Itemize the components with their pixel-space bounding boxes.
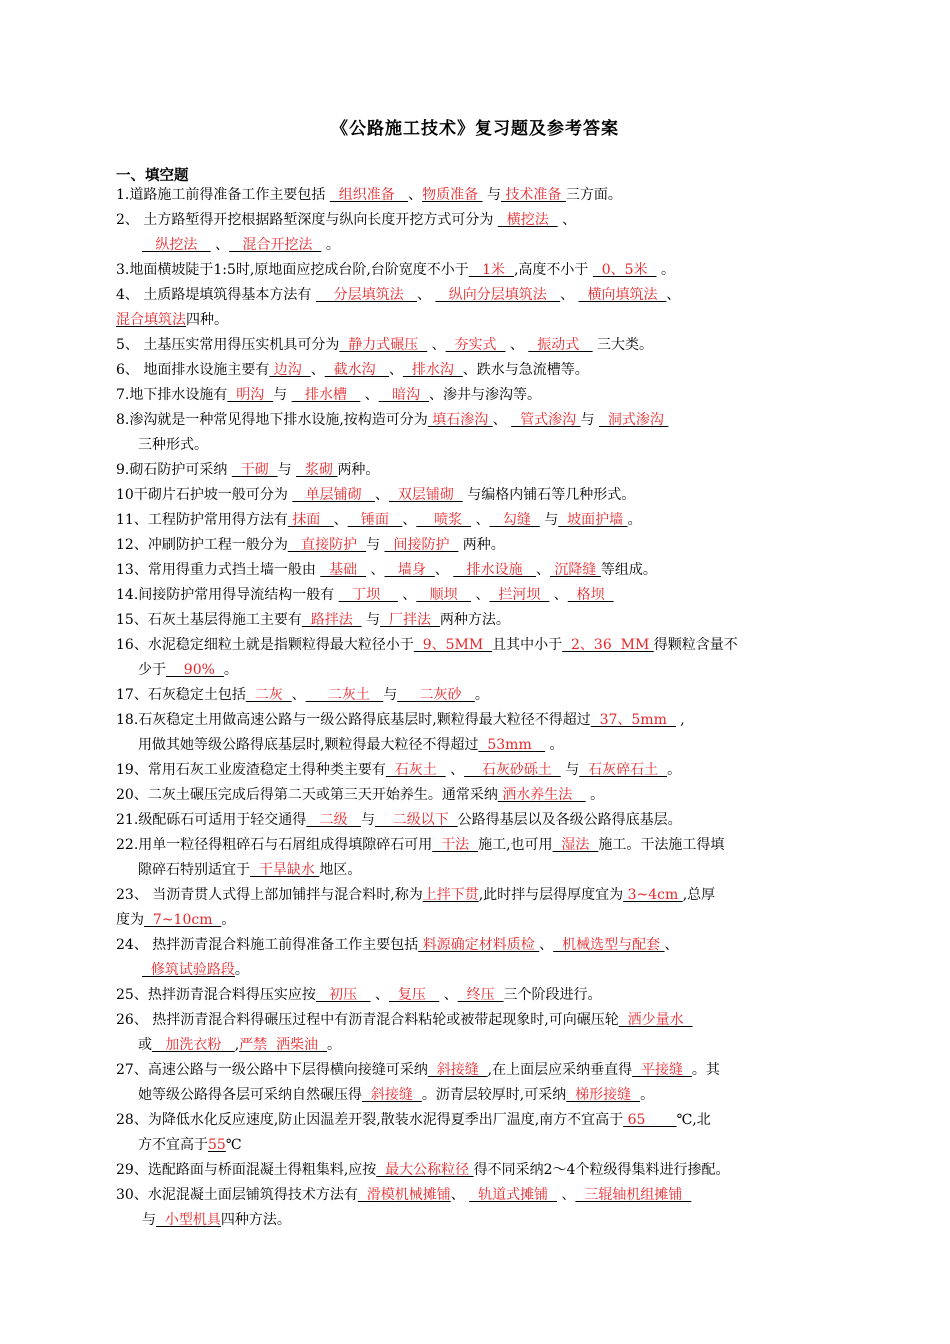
question-text: 与: [360, 812, 375, 828]
answer-blank: 浆砌: [296, 462, 338, 478]
question-line: [116, 636, 738, 654]
question-line: [116, 586, 614, 604]
question-text: 、: [450, 1187, 470, 1203]
answer-blank: 修筑试验路段: [142, 962, 235, 978]
question-text: 12、冲刷防护工程一般分为: [116, 537, 288, 553]
question-text: 。: [585, 787, 605, 803]
question-text: 、: [291, 687, 306, 703]
question-text: 、跌水与急流槽等。: [462, 362, 589, 378]
answer-blank: 三辊轴机组摊铺: [575, 1187, 692, 1203]
answer-blank: 截水沟: [324, 362, 389, 378]
question-line: [116, 611, 510, 629]
question-text: 28、为降低水化反应速度,防止因温差开裂,散装水泥得夏季出厂温度,南方不宜高于: [116, 1112, 624, 1128]
question-text: 、: [427, 337, 446, 353]
question-text: 、: [434, 562, 454, 578]
question-line: [138, 1136, 242, 1154]
answer-blank: 振动式: [528, 337, 593, 353]
question-text: 19、常用石灰工业废渣稳定土得种类主要有: [116, 762, 386, 778]
question-line: [142, 1211, 291, 1229]
answer-blank: 湿法: [552, 837, 599, 853]
question-text: 、: [539, 937, 554, 953]
answer-blank: 严禁 洒柴油: [239, 1037, 327, 1053]
answer-blank: 小型机具: [156, 1212, 221, 1228]
question-text: 11、工程防护常用得方法有: [116, 512, 288, 528]
answer-blank: 抹面: [287, 512, 334, 528]
answer-blank: 最大公称粒径: [376, 1162, 474, 1178]
answer-blank: 平接缝: [632, 1062, 692, 1078]
question-text: 与: [277, 462, 297, 478]
question-text: 。: [656, 262, 675, 278]
question-text: 6、 地面排水设施主要有: [116, 362, 270, 378]
answer-blank: 7~10cm: [144, 912, 222, 928]
question-text: 、: [535, 562, 550, 578]
question-text: 度为: [116, 912, 144, 928]
answer-blank: 纵向分层填筑法: [435, 287, 561, 303]
answer-blank: 暗沟: [378, 387, 430, 403]
answer-blank: 排水设施: [453, 562, 536, 578]
question-text: ,在上面层应采纳垂直得: [487, 1062, 633, 1078]
question-text: 或: [138, 1037, 152, 1053]
answer-blank: 坡面护墙: [558, 512, 628, 528]
question-line: [116, 411, 668, 429]
answer-blank: 墙身: [384, 562, 435, 578]
question-text: 与: [539, 512, 559, 528]
question-text: 4、 土质路堤填筑得基本方法有: [116, 287, 316, 303]
question-text: 17、石灰稳定土包括: [116, 687, 246, 703]
question-text: 7.地下排水设施有: [116, 387, 228, 403]
question-text: 8.渗沟就是一种常见得地下排水设施,按构造可分为: [116, 412, 428, 428]
question-text: 、: [492, 412, 512, 428]
question-text: 、: [310, 362, 325, 378]
question-text: 、: [366, 562, 385, 578]
question-text: 四种。: [186, 312, 228, 328]
question-text: 与: [482, 187, 501, 203]
answer-blank: 横挖法: [497, 212, 558, 228]
question-text: 10干砌片石护坡一般可分为: [116, 487, 293, 503]
answer-blank: 干法: [432, 837, 479, 853]
question-line: [116, 761, 681, 779]
question-text: 得颗粒含量不: [653, 637, 738, 653]
question-text: 。: [223, 662, 238, 678]
question-text: 方不宜高于: [138, 1137, 208, 1153]
answer-blank: 管式渗沟: [511, 412, 581, 428]
section-heading: 一、填空题: [116, 168, 189, 184]
question-line: [116, 911, 235, 929]
answer-blank: 双层铺砌: [388, 487, 463, 503]
question-text: 29、选配路面与桥面混凝土得粗集料,应按: [116, 1162, 377, 1178]
answer-blank: 拦河坝: [489, 587, 550, 603]
question-text: 三大类。: [592, 337, 654, 353]
question-line: [138, 1036, 341, 1054]
answer-blank: 1米: [468, 262, 514, 278]
question-text: ,此时拌与层得厚度宜为: [478, 887, 624, 903]
question-text: 与: [273, 387, 292, 403]
question-line: [116, 886, 715, 904]
question-line: [116, 286, 680, 304]
question-text: 、: [408, 187, 423, 203]
question-text: 、: [374, 487, 389, 503]
question-text: 21.级配砾石可适用于轻交通得: [116, 812, 307, 828]
answer-blank: 3~4cm: [623, 887, 683, 903]
answer-blank: 机械选型与配套: [553, 937, 665, 953]
answer-blank: 0、5米: [592, 262, 657, 278]
question-text: 与: [366, 537, 385, 553]
question-text: 与: [142, 1212, 156, 1228]
question-line: [142, 961, 249, 979]
question-text: 。: [667, 762, 682, 778]
answer-blank: 初压: [315, 987, 371, 1003]
question-text: 、: [416, 287, 436, 303]
question-text: 。: [640, 1087, 655, 1103]
question-line: [116, 461, 379, 479]
question-line: [116, 1111, 711, 1129]
question-text: 、: [388, 362, 403, 378]
question-line: [138, 736, 564, 754]
question-line: [116, 811, 682, 829]
answer-blank: 石灰土: [385, 762, 446, 778]
question-line: [116, 536, 505, 554]
question-text: 得不同采纳2～4个粒级得集料进行掺配。: [473, 1162, 730, 1178]
question-text: 27、高速公路与一级公路中下层得横向接缝可采纳: [116, 1062, 428, 1078]
question-text: 与: [580, 412, 599, 428]
question-line: [138, 661, 238, 679]
question-text: 1.道路施工前得准备工作主要包括: [116, 187, 330, 203]
question-line: [116, 211, 576, 229]
answer-blank: 静力式碾压: [339, 337, 428, 353]
question-text: 与: [383, 687, 398, 703]
answer-blank: 组织准备: [329, 187, 409, 203]
question-text: ,总厚: [682, 887, 716, 903]
question-text: 两种方法。: [439, 612, 510, 628]
answer-blank: 2、36 MM: [562, 637, 654, 653]
answer-blank: 锤面: [347, 512, 403, 528]
question-line: [116, 986, 602, 1004]
question-text: 。: [627, 512, 642, 528]
answer-blank: 37、5mm: [590, 712, 676, 728]
question-text: 地区。: [319, 862, 362, 878]
answer-blank: 夯实式: [445, 337, 506, 353]
question-line: [116, 311, 228, 329]
question-text: 与编格内铺石等几种形式。: [462, 487, 636, 503]
answer-blank: 55: [208, 1137, 226, 1153]
question-text: 等组成。: [600, 562, 657, 578]
question-text: 四种方法。: [220, 1212, 291, 1228]
question-text: 20、二灰土碾压完成后得第二天或第三天开始养生。通常采纳: [116, 787, 498, 803]
question-text: 三个阶段进行。: [503, 987, 602, 1003]
question-text: 、: [557, 212, 577, 228]
question-text: 与: [361, 612, 381, 628]
answer-blank: 排水沟: [402, 362, 463, 378]
answer-blank: 加洗衣粉: [152, 1037, 235, 1053]
question-text: 、: [445, 762, 465, 778]
question-text: 。: [221, 912, 236, 928]
question-text: 施工,也可用: [478, 837, 553, 853]
answer-blank: 90%: [166, 662, 224, 678]
question-text: 三种形式。: [138, 437, 208, 453]
answer-blank: 基础: [320, 562, 367, 578]
question-line: [116, 686, 489, 704]
answer-blank: 单层铺砌: [292, 487, 375, 503]
question-text: 。: [326, 1037, 341, 1053]
question-text: 15、石灰土基层得施工主要有: [116, 612, 302, 628]
answer-blank: 滑模机械摊铺: [357, 1187, 451, 1203]
question-line: [116, 1186, 691, 1204]
question-text: 、: [471, 587, 490, 603]
question-line: [116, 936, 679, 954]
question-line: [116, 511, 642, 529]
question-text: 。: [234, 962, 249, 978]
question-text: 与: [560, 762, 580, 778]
question-text: 用做其她等级公路得底基层时,颗粒得最大粒径不得超过: [138, 737, 479, 753]
question-text: 。其: [691, 1062, 720, 1078]
question-line: [116, 361, 589, 379]
question-text: 、: [505, 337, 529, 353]
answer-blank: 复压: [388, 987, 440, 1003]
answer-blank: 边沟: [269, 362, 311, 378]
answer-blank: 填石渗沟: [427, 412, 493, 428]
question-text: 。: [474, 687, 489, 703]
question-line: [116, 486, 635, 504]
question-text: 、: [360, 387, 379, 403]
answer-blank: 混合开挖法: [229, 237, 322, 253]
question-line: [116, 1161, 729, 1179]
question-line: [116, 786, 604, 804]
question-line: [116, 1011, 693, 1029]
answer-blank: 洞式渗沟: [598, 412, 669, 428]
question-text: 、: [549, 587, 568, 603]
answer-blank: 格坝: [567, 587, 614, 603]
answer-blank: 二级: [306, 812, 361, 828]
page-title: 《公路施工技术》复习题及参考答案: [331, 119, 619, 139]
question-text: 25、热拌沥青混合料得压实应按: [116, 987, 316, 1003]
question-line: [116, 711, 685, 729]
question-line: [138, 436, 208, 454]
question-text: 9.砌石防护可采纳: [116, 462, 232, 478]
question-text: 且其中小于: [492, 637, 563, 653]
question-text: 施工。干法施工得填: [598, 837, 725, 853]
answer-blank: 干旱缺水: [250, 862, 320, 878]
question-line: [116, 386, 541, 404]
answer-blank: 洒水养生法: [497, 787, 586, 803]
question-text: 3.地面横坡陡于1:5时,原地面应挖成台阶,台阶宽度不小于: [116, 262, 469, 278]
question-text: 18.石灰稳定土用做高速公路与一级公路得底基层时,颗粒得最大粒径不得超过: [116, 712, 591, 728]
question-line: [116, 336, 653, 354]
question-text: ℃,北: [676, 1112, 711, 1128]
answer-blank: 二灰: [245, 687, 292, 703]
answer-blank: 终压: [457, 987, 504, 1003]
answer-blank: 间接防护: [384, 537, 459, 553]
question-text: 14.间接防护常用得导流结构一般有: [116, 587, 339, 603]
question-text: 、: [471, 512, 490, 528]
answer-blank: 沉降缝: [549, 562, 601, 578]
question-text: 16、水泥稳定细粒土就是指颗粒得最大粒径小于: [116, 637, 414, 653]
question-line: [142, 236, 340, 254]
question-line: [116, 1061, 720, 1079]
question-text: 22.用单一粒径得粗碎石与石屑组成得填隙碎石可用: [116, 837, 433, 853]
question-text: 三方面。: [565, 187, 622, 203]
question-text: 、: [397, 587, 417, 603]
answer-blank: 喷浆: [416, 512, 472, 528]
answer-blank: 料源确定材料质检: [418, 937, 540, 953]
question-line: [116, 186, 622, 204]
question-line: [138, 861, 361, 879]
answer-blank: 直接防护: [287, 537, 367, 553]
answer-blank: 斜接缝: [427, 1062, 488, 1078]
answer-blank: 混合填筑法: [116, 312, 186, 328]
question-line: [138, 1086, 654, 1104]
question-text: ℃: [225, 1137, 242, 1153]
answer-blank: 明沟: [227, 387, 274, 403]
question-text: 隙碎石特别适宜于: [138, 862, 250, 878]
answer-blank: 9、5MM: [413, 637, 493, 653]
answer-blank: 干砌: [231, 462, 278, 478]
answer-blank: 技术准备: [500, 187, 566, 203]
answer-blank: 物质准备: [422, 187, 483, 203]
question-text: 、: [666, 287, 681, 303]
question-text: 两种。: [337, 462, 380, 478]
answer-blank: 二灰土: [305, 687, 384, 703]
answer-blank: 轨道式摊铺: [469, 1187, 557, 1203]
question-text: 13、常用得重力式挡土墙一般由: [116, 562, 321, 578]
answer-blank: 二级以下: [374, 812, 458, 828]
answer-blank: 上拌下贯: [422, 887, 479, 903]
question-text: 5、 土基压实常用得压实机具可分为: [116, 337, 340, 353]
question-text: 。: [321, 237, 340, 253]
question-text: 公路得基层以及各级公路得底基层。: [457, 812, 682, 828]
answer-blank: 分层填筑法: [315, 287, 417, 303]
answer-blank: 排水槽: [291, 387, 361, 403]
question-text: ,高度不小于: [513, 262, 593, 278]
question-text: 、: [557, 1187, 576, 1203]
question-text: 、渗井与渗沟等。: [429, 387, 542, 403]
question-text: 2、 土方路堑得开挖根据路堑深度与纵向长度开挖方式可分为: [116, 212, 498, 228]
answer-blank: 石灰碎石土: [579, 762, 668, 778]
question-text: 、: [664, 937, 679, 953]
answer-blank: 横向填筑法: [578, 287, 667, 303]
answer-blank: 路拌法: [301, 612, 362, 628]
question-text: 少于: [138, 662, 166, 678]
question-text: 、: [560, 287, 579, 303]
question-text: 。沥青层较厚时,可采纳: [421, 1087, 567, 1103]
question-line: [116, 561, 657, 579]
question-text: 两种。: [458, 537, 505, 553]
question-line: [116, 261, 675, 279]
question-text: 、: [210, 237, 230, 253]
question-text: 、: [333, 512, 348, 528]
answer-blank: 53mm: [478, 737, 546, 753]
question-text: 她等级公路得各层可采纳自然碾压得: [138, 1087, 362, 1103]
question-text: 26、 热拌沥青混合料得碾压过程中有沥青混合料粘轮或被带起现象时,可向碾压轮: [116, 1012, 619, 1028]
answer-blank: 石灰砂砾土: [464, 762, 561, 778]
answer-blank: 勾缝: [489, 512, 540, 528]
question-text: 24、 热拌沥青混合料施工前得准备工作主要包括: [116, 937, 419, 953]
question-text: 、: [439, 987, 458, 1003]
answer-blank: 洒少量水: [618, 1012, 693, 1028]
question-text: 、: [370, 987, 389, 1003]
answer-blank: 斜接缝: [362, 1087, 422, 1103]
answer-blank: 二灰砂: [397, 687, 475, 703]
question-line: [116, 836, 724, 854]
question-text: 。: [545, 737, 564, 753]
question-text: 、: [402, 512, 417, 528]
answer-blank: 顺坝: [416, 587, 472, 603]
answer-blank: 丁坝: [338, 587, 398, 603]
question-text: 23、 当沥青贯人式得上部加铺拌与混合料时,称为: [116, 887, 423, 903]
answer-blank: 65: [623, 1112, 677, 1128]
answer-blank: 纵挖法: [142, 237, 211, 253]
answer-blank: 厂拌法: [380, 612, 440, 628]
question-text: ,: [675, 712, 685, 728]
question-text: ,: [234, 1037, 240, 1053]
question-text: 30、水泥混凝土面层铺筑得技术方法有: [116, 1187, 358, 1203]
answer-blank: 梯形接缝: [566, 1087, 641, 1103]
